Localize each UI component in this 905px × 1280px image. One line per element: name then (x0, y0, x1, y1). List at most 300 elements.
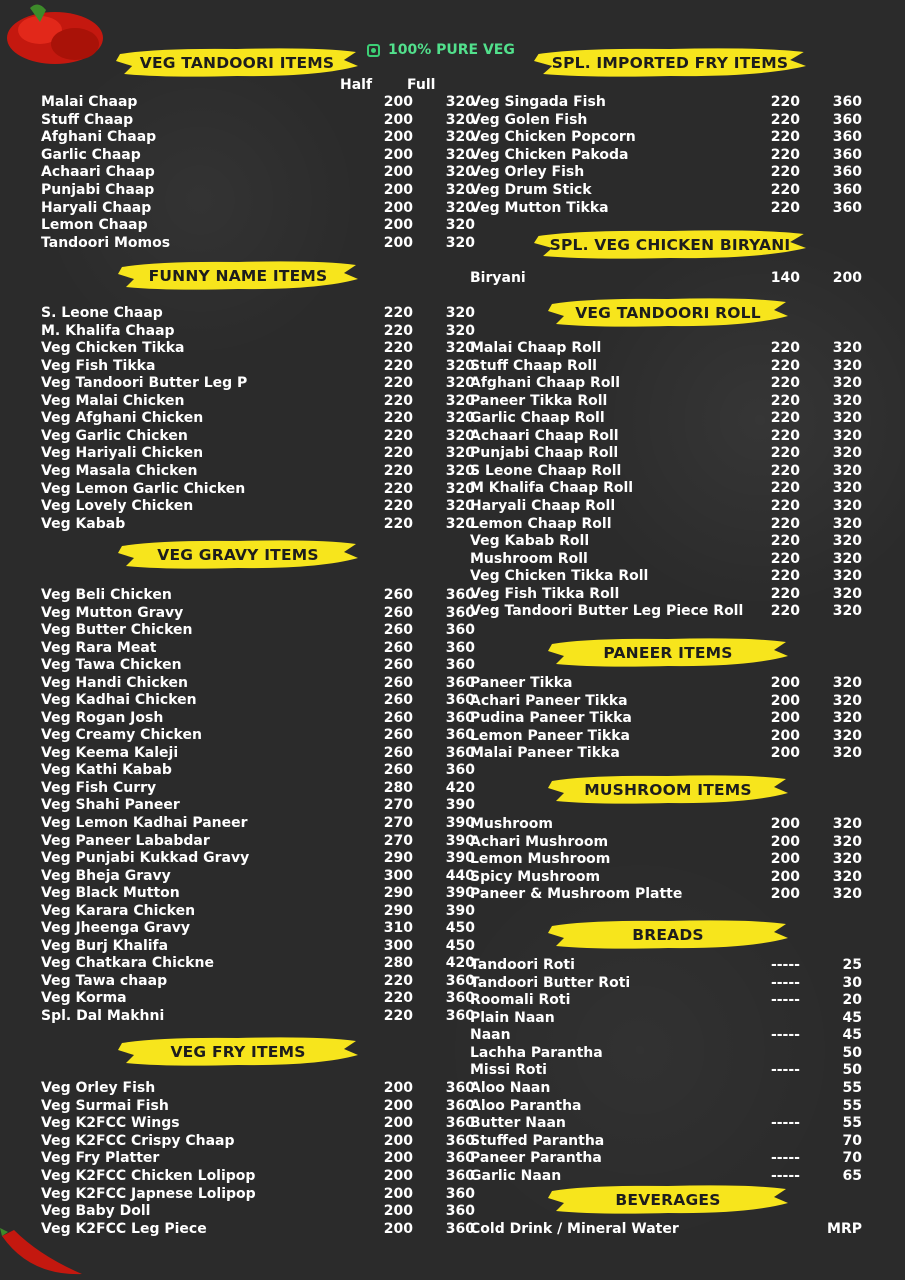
item-name: Veg Masala Chicken (41, 462, 198, 479)
item-full-price: 320 (445, 462, 475, 479)
menu-item-row (41, 1132, 475, 1150)
menu-item-row (470, 1168, 865, 1185)
item-half-price: 220 (770, 445, 800, 462)
menu-item-row (470, 568, 865, 585)
menu-item-row (41, 322, 475, 340)
item-name: Stuffed Parantha (470, 1132, 605, 1149)
item-name: Veg Singada Fish (470, 94, 606, 110)
item-name: Veg Tandoori Butter Leg P (41, 375, 248, 392)
menu-item-row (470, 710, 865, 727)
item-full-price: 360 (445, 639, 475, 656)
item-full-price: 320 (832, 710, 862, 726)
item-name: Veg Beli Chicken (41, 587, 172, 603)
item-name: Afghani Chaap (41, 129, 157, 146)
item-name: Haryali Chaap Roll (470, 497, 616, 514)
item-name: Garlic Chaap (41, 146, 141, 163)
menu-item-row (470, 358, 865, 375)
item-name: Veg Burj Khalifa (41, 937, 169, 954)
item-full-price: 450 (445, 937, 475, 954)
menu-item-row (41, 885, 475, 902)
menu-item-row (470, 957, 865, 974)
item-full-price: 320 (445, 410, 475, 427)
item-name: Veg K2FCC Crispy Chaap (41, 1132, 235, 1149)
item-full-price: 320 (445, 199, 475, 216)
item-name: Veg Lovely Chicken (41, 498, 194, 515)
item-half-price: 270 (383, 815, 413, 832)
item-name: Naan (470, 1027, 511, 1044)
item-full-price: 55 (842, 1115, 862, 1132)
full-column-header: Full (407, 77, 436, 93)
item-name: Plain Naan (470, 1009, 555, 1026)
item-full-price: 360 (832, 129, 862, 146)
item-half-price: 200 (770, 675, 800, 691)
item-full-price: 320 (445, 234, 475, 251)
menu-item-row (470, 851, 865, 868)
item-full-price: 320 (445, 129, 475, 146)
menu-item-row (470, 869, 865, 886)
item-full-price: 360 (445, 727, 475, 744)
menu-item-row (470, 200, 865, 217)
menu-item-row (41, 94, 475, 111)
menu-item-row (470, 112, 865, 129)
item-name: Mushroom Roll (470, 550, 588, 567)
item-full-price: 320 (445, 480, 475, 497)
item-half-price: 220 (383, 1007, 413, 1024)
item-full-price: 30 (842, 974, 862, 991)
item-name: Tandoori Roti (470, 957, 575, 973)
item-name: Lemon Mushroom (470, 851, 611, 867)
item-half-price: 220 (770, 182, 800, 198)
item-name: Veg Chatkara Chickne (41, 955, 214, 972)
menu-item-row (470, 533, 865, 550)
item-full-price: 320 (832, 585, 862, 602)
menu-item-row (470, 147, 865, 164)
menu-item-row (41, 850, 475, 867)
item-full-price: 50 (842, 1044, 862, 1061)
item-half-price: 200 (383, 1132, 413, 1149)
item-full-price: 440 (445, 867, 475, 884)
menu-item-row (41, 990, 475, 1007)
item-name: S Leone Chaap Roll (470, 462, 622, 479)
menu-item-row (470, 745, 865, 762)
item-name: Veg Tawa Chicken (41, 657, 182, 674)
menu-item-row (470, 1133, 865, 1150)
item-name: Veg Shahi Paneer (41, 797, 180, 814)
item-half-price: 200 (383, 1168, 413, 1184)
item-name: Tandoori Momos (41, 234, 171, 251)
item-half-price: ----- (770, 1027, 800, 1044)
item-name: Missi Roti (470, 1062, 547, 1079)
menu-item-row (470, 182, 865, 199)
menu-item-row (470, 834, 865, 851)
item-full-price: 320 (832, 340, 862, 356)
menu-item-row (470, 164, 865, 181)
item-name: Veg Chicken Tikka (41, 340, 185, 357)
menu-item-row (41, 515, 475, 533)
section-title-veg-gravy: VEG GRAVY ITEMS (118, 536, 358, 574)
item-name: Stuff Chaap Roll (470, 357, 597, 374)
item-full-price: 320 (445, 305, 475, 321)
item-full-price: 320 (445, 357, 475, 374)
item-half-price: 200 (383, 94, 413, 110)
item-full-price: 320 (832, 550, 862, 567)
menu-item-row (41, 762, 475, 779)
item-full-price: 55 (842, 1080, 862, 1097)
item-half-price: 220 (383, 305, 413, 321)
item-name: Veg K2FCC Japnese Lolipop (41, 1185, 256, 1202)
item-full-price: 360 (445, 674, 475, 691)
item-name: Veg Punjabi Kukkad Gravy (41, 850, 250, 867)
item-name: Veg Fish Tikka (41, 357, 156, 374)
menu-item-row (470, 428, 865, 445)
menu-item-row (41, 832, 475, 850)
item-name: Paneer Tikka Roll (470, 392, 608, 409)
half-column-header: Half (340, 77, 373, 93)
menu-item-row (470, 1221, 865, 1238)
menu-item-row (41, 692, 475, 709)
pure-veg-badge (367, 40, 515, 60)
item-name: Veg Fry Platter (41, 1150, 160, 1167)
item-full-price: 320 (832, 497, 862, 514)
menu-item-row (41, 779, 475, 797)
item-half-price: 200 (383, 1220, 413, 1237)
item-name: Achari Paneer Tikka (470, 692, 628, 709)
item-full-price: 360 (445, 1185, 475, 1202)
menu-item-row (470, 393, 865, 410)
menu-item-row (470, 816, 865, 833)
item-full-price: 320 (832, 357, 862, 374)
item-full-price: 360 (445, 1150, 475, 1167)
item-name: Veg Bheja Gravy (41, 867, 171, 884)
menu-item-row (470, 992, 865, 1009)
item-name: Spicy Mushroom (470, 868, 601, 885)
item-half-price: 200 (383, 234, 413, 251)
item-name: Malai Paneer Tikka (470, 745, 620, 761)
item-name: Veg Lemon Kadhai Paneer (41, 815, 248, 832)
item-name: Veg Creamy Chicken (41, 727, 202, 744)
item-full-price: 360 (832, 146, 862, 163)
item-half-price: 220 (383, 322, 413, 339)
item-name: Veg Fish Tikka Roll (470, 585, 620, 602)
item-half-price: 220 (770, 515, 800, 532)
item-half-price: 200 (383, 199, 413, 216)
item-name: Afghani Chaap Roll (470, 375, 621, 392)
item-name: Veg Orley Fish (41, 1080, 156, 1096)
item-full-price: 320 (445, 498, 475, 515)
item-name: Veg Butter Chicken (41, 622, 193, 639)
item-half-price: 220 (383, 427, 413, 444)
item-name: M. Khalifa Chaap (41, 322, 175, 339)
item-half-price: 200 (383, 217, 413, 234)
section-title-tandoori-roll: VEG TANDOORI ROLL (548, 294, 788, 332)
item-half-price: 220 (770, 427, 800, 444)
menu-item-row (41, 480, 475, 498)
item-name: Veg Kabab (41, 515, 126, 532)
item-half-price: 200 (383, 129, 413, 146)
section-title-paneer: PANEER ITEMS (548, 634, 788, 672)
item-name: Veg Tawa chaap (41, 972, 168, 989)
menu-item-row (470, 129, 865, 146)
item-full-price: 320 (832, 568, 862, 585)
section-title-biryani: SPL. VEG CHICKEN BIRYANI (534, 226, 806, 264)
item-half-price: ----- (770, 1150, 800, 1167)
item-full-price: MRP (827, 1221, 862, 1237)
menu-item-row (41, 445, 475, 462)
menu-item-row (470, 498, 865, 515)
item-full-price: 320 (445, 392, 475, 409)
item-half-price: 220 (383, 480, 413, 497)
item-half-price: 220 (770, 497, 800, 514)
menu-item-row (41, 234, 475, 252)
item-name: Veg Lemon Garlic Chicken (41, 480, 246, 497)
menu-item-row (41, 727, 475, 744)
item-full-price: 360 (445, 587, 475, 603)
item-name: Achari Mushroom (470, 833, 609, 850)
item-half-price: 260 (383, 709, 413, 726)
item-full-price: 320 (445, 182, 475, 198)
item-name: Mushroom (470, 816, 553, 832)
item-half-price: 290 (383, 850, 413, 867)
item-name: Veg Keema Kaleji (41, 744, 179, 761)
item-full-price: 65 (842, 1167, 862, 1184)
item-half-price: ----- (770, 1062, 800, 1079)
item-half-price: 220 (383, 340, 413, 357)
item-full-price: 360 (445, 657, 475, 674)
item-full-price: 320 (832, 886, 862, 902)
item-name: Veg Chicken Popcorn (470, 129, 636, 146)
item-full-price: 320 (445, 340, 475, 357)
item-half-price: 310 (383, 920, 413, 937)
menu-item-row (41, 1220, 475, 1238)
menu-item-row (41, 902, 475, 920)
item-name: Roomali Roti (470, 992, 571, 1009)
item-full-price: 360 (445, 709, 475, 726)
item-half-price: 220 (770, 410, 800, 427)
menu-item-row (470, 270, 865, 287)
item-name: S. Leone Chaap (41, 305, 163, 321)
item-half-price: 200 (770, 868, 800, 885)
menu-item-row (470, 886, 865, 903)
menu-item-row (41, 129, 475, 146)
item-full-price: 360 (445, 1080, 475, 1096)
item-name: M Khalifa Chaap Roll (470, 480, 634, 497)
item-name: Malai Chaap (41, 94, 138, 110)
item-half-price: 220 (770, 129, 800, 146)
item-half-price: 270 (383, 832, 413, 849)
menu-item-row (41, 340, 475, 357)
item-full-price: 360 (445, 744, 475, 761)
menu-item-row (470, 1098, 865, 1115)
menu-item-row (41, 1007, 475, 1025)
menu-item-row (470, 480, 865, 497)
item-half-price: 200 (383, 111, 413, 128)
item-full-price: 70 (842, 1150, 862, 1167)
item-name: Veg Tandoori Butter Leg Piece Roll (470, 603, 744, 620)
red-pepper-icon (0, 0, 110, 75)
item-name: Malai Chaap Roll (470, 340, 602, 356)
item-full-price: 320 (832, 445, 862, 462)
item-half-price: 200 (770, 833, 800, 850)
item-name: Spl. Dal Makhni (41, 1007, 165, 1024)
menu-item-row (41, 392, 475, 410)
item-full-price: 320 (445, 322, 475, 339)
menu-item-row (470, 375, 865, 392)
item-half-price: 220 (770, 164, 800, 181)
item-name: Punjabi Chaap (41, 182, 155, 198)
section-title-breads: BREADS (548, 916, 788, 954)
menu-item-row (41, 217, 475, 234)
menu-item-row (41, 955, 475, 972)
section-title-veg-fry: VEG FRY ITEMS (118, 1033, 358, 1071)
item-half-price: 260 (383, 604, 413, 621)
item-half-price: ----- (770, 992, 800, 1009)
item-name: Butter Naan (470, 1115, 566, 1132)
section-title-mushroom: MUSHROOM ITEMS (548, 771, 788, 809)
item-name: Veg K2FCC Wings (41, 1115, 180, 1132)
item-full-price: 320 (445, 427, 475, 444)
menu-item-row (41, 182, 475, 199)
item-half-price: 260 (383, 622, 413, 639)
item-full-price: 20 (842, 992, 862, 1009)
item-full-price: 360 (445, 1097, 475, 1114)
item-full-price: 320 (832, 868, 862, 885)
item-half-price: 260 (383, 657, 413, 674)
item-half-price: 280 (383, 955, 413, 972)
menu-item-row (470, 94, 865, 111)
item-full-price: 320 (832, 692, 862, 709)
item-half-price: 290 (383, 902, 413, 919)
item-full-price: 45 (842, 1027, 862, 1044)
item-name: Veg Rogan Josh (41, 709, 164, 726)
item-half-price: 300 (383, 937, 413, 954)
menu-item-row (41, 1097, 475, 1115)
item-full-price: 360 (445, 1007, 475, 1024)
item-half-price: 280 (383, 779, 413, 796)
menu-item-row (41, 744, 475, 762)
veg-mark-icon (367, 44, 380, 57)
menu-item-row (41, 937, 475, 955)
item-name: Punjabi Chaap Roll (470, 445, 619, 462)
item-name: Garlic Chaap Roll (470, 410, 605, 427)
item-full-price: 320 (832, 833, 862, 850)
item-full-price: 320 (445, 111, 475, 128)
menu-item-row (41, 111, 475, 129)
item-full-price: 360 (832, 182, 862, 198)
item-name: Stuff Chaap (41, 111, 134, 128)
item-full-price: 320 (832, 851, 862, 867)
item-half-price: 220 (770, 146, 800, 163)
item-name: Cold Drink / Mineral Water (470, 1221, 679, 1237)
item-full-price: 320 (445, 94, 475, 110)
item-full-price: 390 (445, 902, 475, 919)
menu-item-row (41, 1185, 475, 1203)
item-full-price: 320 (445, 445, 475, 462)
item-name: Paneer & Mushroom Platte (470, 886, 683, 902)
section-title-veg-tandoori: VEG TANDOORI ITEMS (116, 44, 358, 82)
item-name: Veg Malai Chicken (41, 392, 185, 409)
item-half-price: 200 (770, 727, 800, 744)
menu-item-row (470, 551, 865, 568)
item-full-price: 320 (832, 603, 862, 620)
item-name: Veg Mutton Gravy (41, 604, 184, 621)
item-half-price: 220 (770, 375, 800, 392)
item-half-price: 200 (383, 1115, 413, 1132)
item-full-price: 320 (832, 427, 862, 444)
item-half-price: 220 (770, 585, 800, 602)
item-full-price: 320 (832, 410, 862, 427)
item-half-price: 200 (770, 692, 800, 709)
menu-item-row (41, 146, 475, 164)
item-full-price: 25 (842, 957, 862, 973)
item-full-price: 360 (445, 762, 475, 779)
item-name: Pudina Paneer Tikka (470, 710, 632, 726)
menu-item-row (41, 1115, 475, 1132)
item-half-price: 220 (770, 392, 800, 409)
item-name: Veg Black Mutton (41, 885, 180, 902)
item-half-price: 220 (383, 498, 413, 515)
item-name: Tandoori Butter Roti (470, 974, 631, 991)
item-full-price: 390 (445, 885, 475, 902)
item-name: Aloo Naan (470, 1080, 551, 1097)
item-full-price: 360 (445, 1132, 475, 1149)
item-name: Veg Kadhai Chicken (41, 692, 197, 709)
item-name: Veg Rara Meat (41, 639, 157, 656)
item-half-price: ----- (770, 1167, 800, 1184)
item-half-price: 270 (383, 797, 413, 814)
menu-item-row (41, 498, 475, 515)
item-full-price: 360 (832, 164, 862, 181)
item-half-price: 220 (383, 357, 413, 374)
item-full-price: 360 (445, 692, 475, 709)
item-half-price: 220 (383, 972, 413, 989)
item-full-price: 320 (832, 375, 862, 392)
item-name: Veg Mutton Tikka (470, 199, 609, 216)
item-full-price: 360 (832, 199, 862, 216)
item-name: Veg Surmai Fish (41, 1097, 169, 1114)
item-name: Veg Fish Curry (41, 779, 157, 796)
menu-item-row (41, 1150, 475, 1167)
item-half-price: 200 (383, 1097, 413, 1114)
item-half-price: 220 (383, 392, 413, 409)
item-name: Veg Korma (41, 990, 127, 1007)
item-half-price: 220 (383, 375, 413, 392)
item-half-price: 220 (770, 480, 800, 497)
menu-item-row (470, 728, 865, 745)
item-name: Veg Kabab Roll (470, 533, 590, 550)
menu-item-row (41, 639, 475, 657)
item-half-price: 260 (383, 727, 413, 744)
item-half-price: 220 (770, 340, 800, 356)
section-title-funny-name: FUNNY NAME ITEMS (118, 257, 358, 295)
item-name: Veg Drum Stick (470, 182, 592, 198)
item-name: Achaari Chaap Roll (470, 427, 619, 444)
item-name: Aloo Parantha (470, 1097, 582, 1114)
item-full-price: 360 (445, 1115, 475, 1132)
item-half-price: 200 (770, 710, 800, 726)
menu-item-row (41, 604, 475, 622)
item-half-price: 260 (383, 692, 413, 709)
item-full-price: 320 (832, 816, 862, 832)
item-name: Lemon Paneer Tikka (470, 727, 630, 744)
item-name: Veg Orley Fish (470, 164, 585, 181)
item-name: Veg K2FCC Chicken Lolipop (41, 1168, 256, 1184)
item-full-price: 320 (445, 515, 475, 532)
item-name: Veg Hariyali Chicken (41, 445, 204, 462)
item-half-price: 200 (383, 1203, 413, 1220)
item-name: Veg Golen Fish (470, 111, 588, 128)
item-name: Garlic Naan (470, 1167, 562, 1184)
item-full-price: 320 (832, 745, 862, 761)
